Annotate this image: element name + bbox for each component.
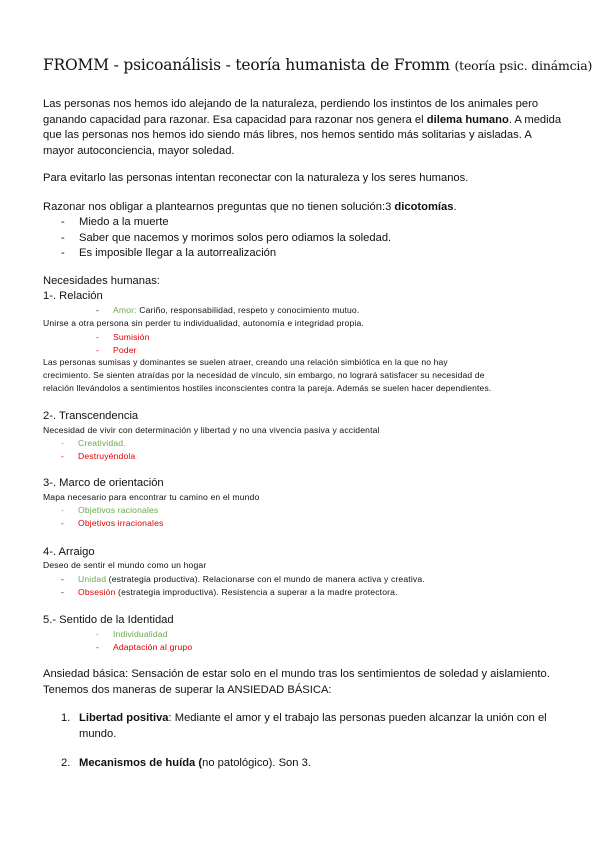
identidad-list — [96, 628, 192, 654]
identidad-heading: 5.- Sentido de la Identidad — [43, 614, 174, 626]
ansiedad-paragraph: Ansiedad básica: Sensación de estar solo en el mundo tras los sentimientos de soledad y aislamiento. Tenemos dos maneras de superar la ANSIEDAD BÁSICA: — [43, 668, 550, 696]
list-item: - Creatividad. — [61, 438, 126, 448]
intro-line-4: mayor autoconciencia, mayor soledad. — [43, 144, 235, 157]
dicotomias-lead: Razonar nos obligar a plantearnos preguntas que no tienen solución:3 dicotomías. — [43, 201, 457, 213]
dilema-humano: dilema humano — [426, 113, 509, 126]
trascendencia-heading: 2-. Transcendencia — [43, 410, 139, 422]
arraigo-heading: 4-. Arraigo — [43, 546, 95, 558]
relacion-neg-list — [96, 331, 150, 357]
relacion-note: Las personas sumisas y dominantes se suelen atraer, creando una relación simbiótica en la que no hay crecimiento. Se sienten atraídas por la necesidad de vínculo, sin embargo, no logrará satisfacer su necesidad de relación llevándolos a sentimientos hostiles inconscientes contra la pareja. Además se suelen hacer dependientes. — [43, 357, 492, 393]
list-item: - Objetivos irracionales — [61, 518, 164, 528]
list-item: - Sumisión — [96, 332, 150, 342]
arraigo-desc: Deseo de sentir el mundo como un hogar — [43, 560, 207, 570]
intro-line-2: ganando capacidad para razonar. Esa capacidad para razonar nos genera el dilema humano. A medida — [43, 113, 562, 126]
relacion-desc: Unirse a otra persona sin perder tu individualidad, autonomía e integridad propia. — [43, 318, 364, 328]
intro-line-1: Las personas nos hemos ido alejando de la naturaleza, perdiendo los instintos de los animales pero — [43, 98, 539, 110]
amor-item: - Amor: Cariño, responsabilidad, respeto y conocimiento mutuo. — [96, 305, 360, 315]
list-item: - Objetivos racionales — [61, 505, 159, 515]
list-item: - Unidad (estrategia productiva). Relacionarse con el mundo de manera activa y creativa. — [61, 574, 425, 584]
list-item: - Saber que nacemos y morimos solos pero odiamos la soledad. — [61, 231, 392, 244]
list-item: - Adaptación al grupo — [96, 642, 193, 652]
list-item: - Es imposible llegar a la autorrealización — [61, 247, 277, 259]
dicotomias-term: dicotomías — [394, 201, 454, 213]
trascendencia-list — [61, 437, 135, 463]
numbered-item-1: 1. Libertad positiva: Mediante el amor y el trabajo las personas pueden alcanzar la unión con el mundo. — [61, 712, 547, 740]
reconnect-paragraph: Para evitarlo las personas intentan reconectar con la naturaleza y los seres humanos. — [43, 172, 469, 184]
intro-line-3: que las personas nos hemos ido siendo más libres, nos hemos sentido más solitarias y aisladas. A — [43, 129, 532, 141]
intro-paragraph — [43, 97, 561, 159]
list-item: - Miedo a la muerte — [61, 216, 169, 228]
page-subtitle: (teoría psic. dinámcia) — [454, 58, 593, 73]
list-item: - Destruyéndola — [61, 451, 136, 461]
page-title: FROMM - psicoanálisis - teoría humanista de Fromm (teoría psic. dinámcia) — [43, 56, 593, 74]
list-item: - Poder — [96, 345, 137, 355]
relacion-heading: 1-. Relación — [43, 290, 103, 302]
dicotomias-list — [61, 215, 391, 262]
list-item: - Individualidad — [96, 629, 168, 639]
list-item: - Obsesión (estrategia improductiva). Resistencia a superar a la madre protectora. — [61, 587, 398, 597]
numbered-item-2: 2. Mecanismos de huída (no patológico). Son 3. — [61, 757, 311, 769]
trascendencia-desc: Necesidad de vivir con determinación y libertad y no una vivencia pasiva y accidental — [43, 425, 380, 435]
orientacion-heading: 3-. Marco de orientación — [43, 477, 164, 489]
orientacion-desc: Mapa necesario para encontrar tu camino en el mundo — [43, 492, 260, 502]
arraigo-list — [61, 573, 425, 599]
orientacion-list — [61, 504, 163, 530]
necesidades-heading: Necesidades humanas: — [43, 275, 160, 287]
